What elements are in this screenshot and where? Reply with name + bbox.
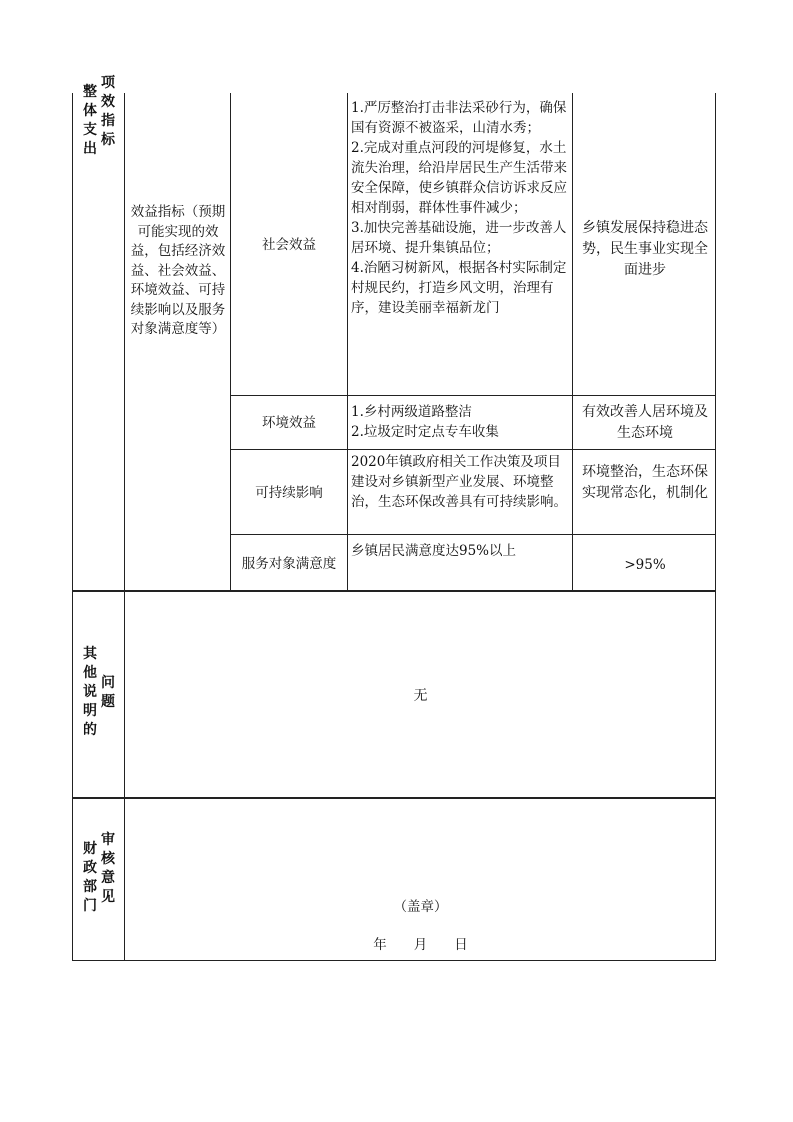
col-divider [572, 93, 573, 590]
content-line: 2020年镇政府相关工作决策及项目建设对乡镇新型产业发展、环境整治，生态环保改善具有可持续影响。 [351, 454, 567, 510]
row-content-satisfaction [351, 541, 570, 561]
content-line: 2.垃圾定时定点专车收集 [351, 424, 499, 440]
content-line: 1.严厉整治打击非法采砂行为，确保国有资源不被盗采，山清水秀； [351, 100, 567, 136]
row-name-sustainable: 可持续影响 [255, 485, 323, 501]
row-name-satisfaction: 服务对象满意度 [241, 556, 337, 572]
date-text: 年 月 日 [373, 937, 468, 953]
content-line: 1.乡村两级道路整洁 [351, 404, 472, 420]
other-issues-label-col1: 其他说明的 [83, 646, 97, 738]
finance-label-col1: 财政部门 [83, 841, 97, 914]
row-content-environment [351, 402, 570, 442]
section-divider [72, 590, 716, 592]
other-issues-value: 无 [413, 688, 428, 704]
row-target-satisfaction: >95% [624, 557, 666, 573]
row-target-social: 乡镇发展保持稳进态势，民生事业实现全面进步 [582, 220, 708, 278]
overall-label-col2: 项效指标 [101, 75, 115, 148]
row-name-social: 社会效益 [262, 237, 316, 253]
overall-label-col1: 整体支出 [83, 84, 97, 157]
section-divider [72, 797, 716, 799]
row-target-sustainable: 环境整治，生态环保实现常态化，机制化 [582, 464, 708, 501]
content-line: 2.完成对重点河段的河堤修复，水土流失治理，给沿岸居民生产生活带来安全保障，使乡镇群众信访诉求反应相对削弱，群体性事件减少； [351, 140, 567, 216]
row-content-social [351, 98, 570, 318]
row-divider [230, 449, 716, 450]
content-line: 4.治陋习树新风，根据各村实际制定村规民约，打造乡风文明，治理有序，建设美丽幸福新龙门 [351, 260, 567, 316]
row-divider [230, 395, 716, 396]
finance-label-col2: 审核意见 [101, 832, 115, 905]
row-content-sustainable [351, 452, 570, 512]
content-line: 3.加快完善基础设施，进一步改善人居环境、提升集镇品位； [351, 220, 567, 256]
col-divider [124, 93, 125, 961]
content-line: 乡镇居民满意度达95%以上 [351, 543, 517, 559]
row-target-environment: 有效改善人居环境及生态环境 [582, 404, 708, 441]
other-issues-label-col2: 问题 [101, 675, 115, 710]
indicator-group-label: 效益指标（预期可能实现的效益，包括经济效益、社会效益、环境效益、可持续影响以及服务对象满意度等） [130, 204, 226, 337]
row-divider [230, 534, 716, 535]
col-divider [347, 93, 348, 590]
seal-text: （盖章） [393, 899, 448, 915]
row-name-environment: 环境效益 [262, 415, 316, 431]
col-divider [230, 93, 231, 590]
